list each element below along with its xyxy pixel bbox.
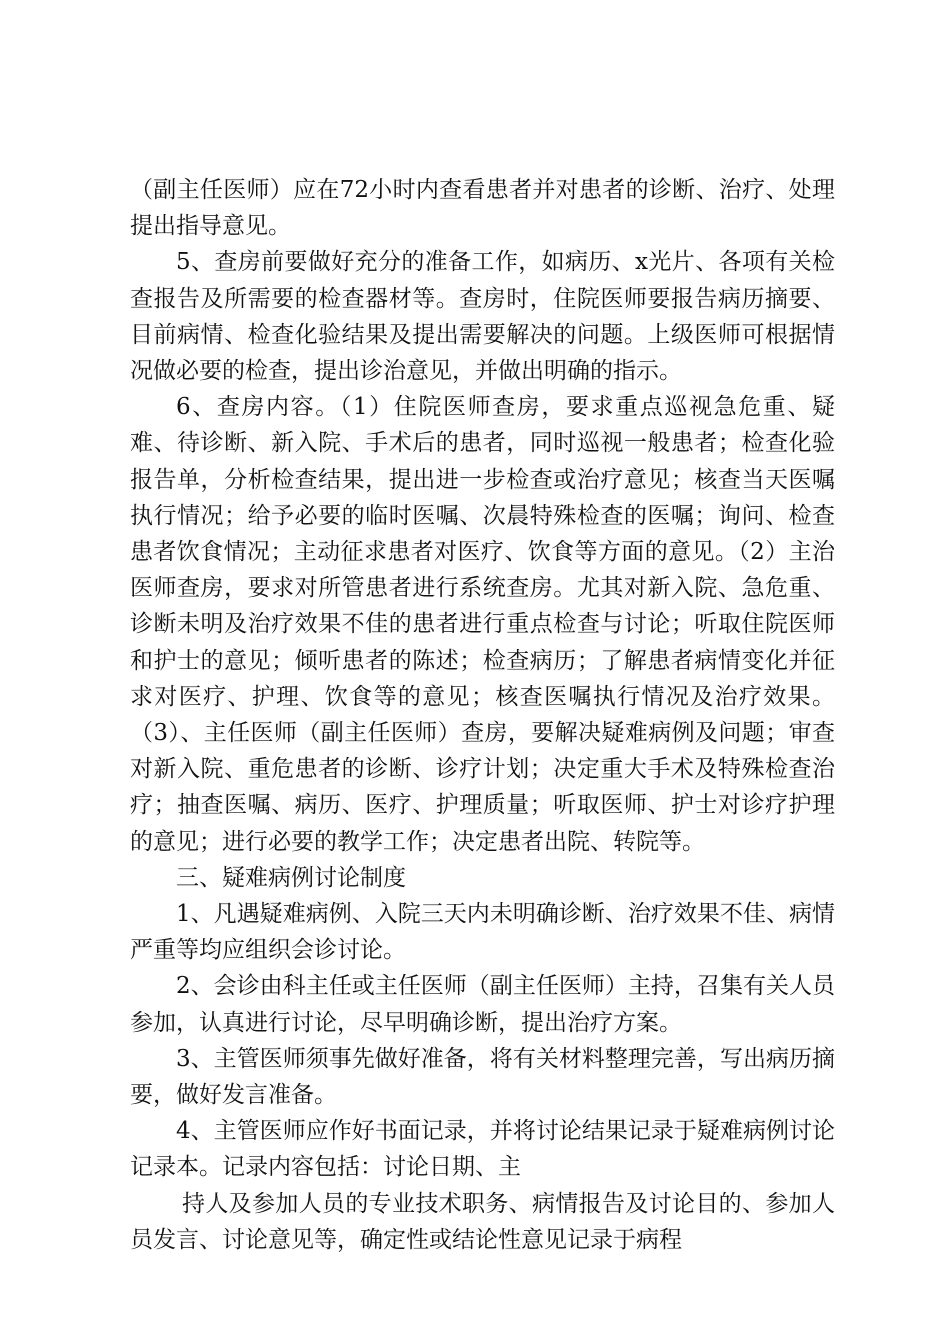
paragraph-item-4: 4、主管医师应作好书面记录，并将讨论结果记录于疑难病例讨论记录本。记录内容包括：讨论日期、主 — [130, 1118, 835, 1181]
paragraph-continuation-2: 持人及参加人员的专业技术职务、病情报告及讨论目的、参加人员发言、讨论意见等，确定性或结论性意见记录于病程 — [130, 1190, 835, 1253]
paragraph-item-5: 5、查房前要做好充分的准备工作，如病历、x光片、各项有关检查报告及所需要的检查器材等。查房时，住院医师要报告病历摘要、目前病情、检查化验结果及提出需要解决的问题。上级医师可根据情况做必要的检查，提出诊治意见，并做出明确的指示。 — [130, 249, 835, 385]
paragraph-item-1: 1、凡遇疑难病例、入院三天内未明确诊断、治疗效果不佳、病情严重等均应组织会诊讨论。 — [130, 901, 835, 964]
section-heading: 三、疑难病例讨论制度 — [176, 864, 406, 891]
document-body — [130, 172, 835, 1258]
paragraph-item-6: 6、查房内容。（1）住院医师查房，要求重点巡视急危重、疑难、待诊断、新入院、手术后的患者，同时巡视一般患者；检查化验报告单，分析检查结果，提出进一步检查或治疗意见；核查当天医嘱执行情况；给予必要的临时医嘱、次晨特殊检查的医嘱；询问、检查患者饮食情况；主动征求患者对医疗、饮食等方面的意见。（2）主治医师查房，要求对所管患者进行系统查房。尤其对新入院、急危重、诊断未明及治疗效果不佳的患者进行重点检查与讨论；听取住院医师和护士的意见；倾听患者的陈述；检查病历；了解患者病情变化并征求对医疗、护理、饮食等的意见；核查医嘱执行情况及治疗效果。（3）、主任医师（副主任医师）查房，要解决疑难病例及问题；审查对新入院、重危患者的诊断、诊疗计划；决定重大手术及特殊检查治疗；抽查医嘱、病历、医疗、护理质量；听取医师、护士对诊疗护理的意见；进行必要的教学工作；决定患者出院、转院等。 — [130, 394, 835, 855]
paragraph-item-3: 3、主管医师须事先做好准备，将有关材料整理完善，写出病历摘要，做好发言准备。 — [130, 1045, 835, 1109]
paragraph-item-2: 2、会诊由科主任或主任医师（副主任医师）主持，召集有关人员参加，认真进行讨论，尽早明确诊断，提出治疗方案。 — [130, 973, 835, 1036]
paragraph-continuation: （副主任医师）应在72小时内查看患者并对患者的诊断、治疗、处理提出指导意见。 — [130, 177, 835, 240]
